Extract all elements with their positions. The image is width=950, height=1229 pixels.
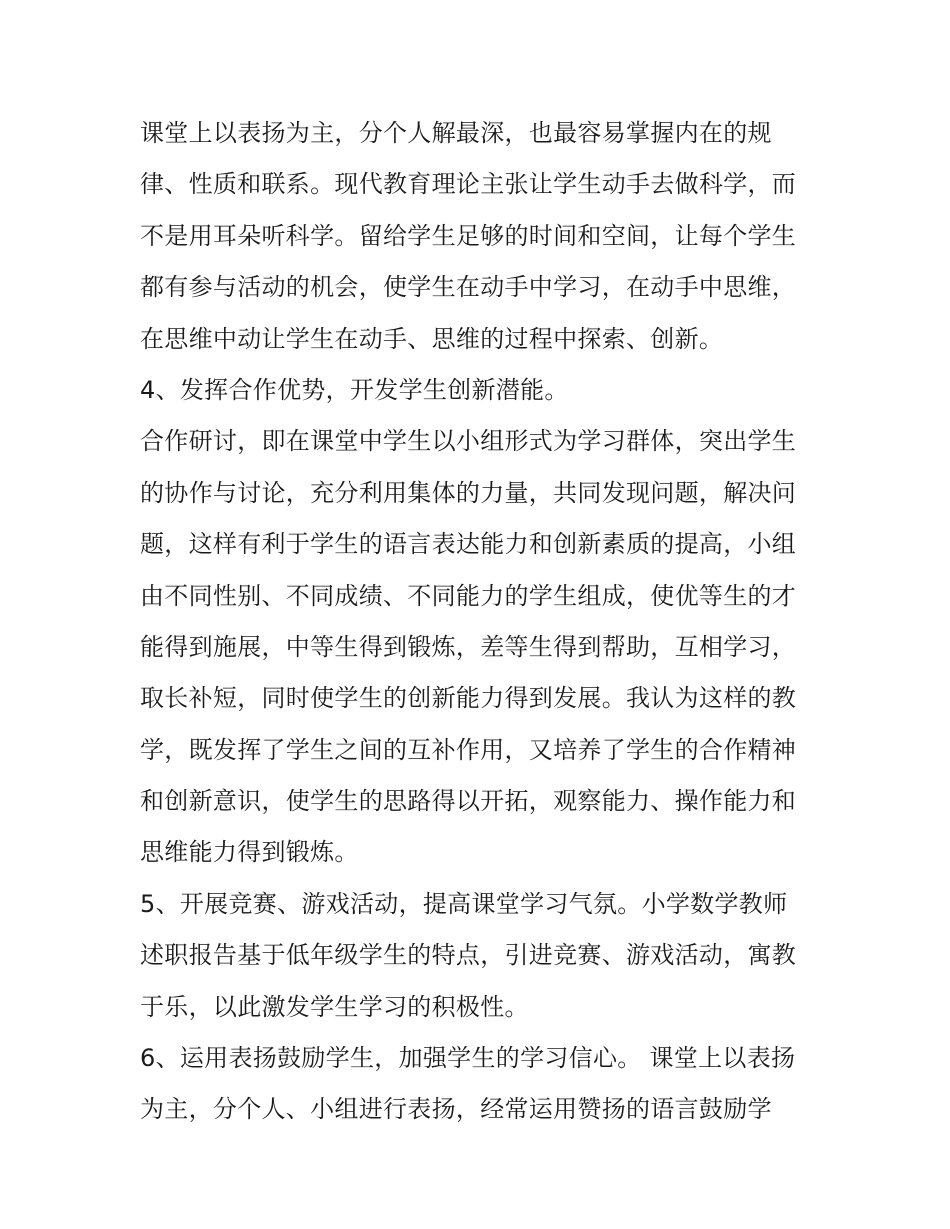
text-line: 为主，分个人、小组进行表扬，经常运用赞扬的语言鼓励学	[140, 1095, 772, 1124]
text-line: 能得到施展，中等生得到锻炼，差等生得到帮助，互相学习，	[140, 632, 797, 661]
text-line: 由不同性别、不同成绩、不同能力的学生组成，使优等生的才	[140, 581, 797, 610]
text-line: 述职报告基于低年级学生的特点，引进竞赛、游戏活动，寓教	[140, 941, 797, 970]
text-line: 都有参与活动的机会，使学生在动手中学习，在动手中思维，	[140, 273, 797, 302]
text-line: 的协作与讨论，充分利用集体的力量，共同发现问题，解决问	[140, 478, 797, 507]
text-line: 取长补短，同时使学生的创新能力得到发展。我认为这样的教	[140, 684, 797, 713]
text-line: 学，既发挥了学生之间的互补作用，又培养了学生的合作精神	[140, 735, 797, 764]
text-line: 在思维中动让学生在动手、思维的过程中探索、创新。	[140, 324, 724, 353]
text-line: 于乐，以此激发学生学习的积极性。	[140, 992, 529, 1021]
section-heading-4: 4、发挥合作优势，开发学生创新潜能。	[140, 375, 569, 404]
text-line: 思维能力得到锻炼。	[140, 838, 359, 867]
section-heading-5: 5、开展竞赛、游戏活动，提高课堂学习气氛。小学数学教师	[140, 889, 788, 918]
text-line: 律、性质和联系。现代教育理论主张让学生动手去做科学，而	[140, 170, 797, 199]
text-line: 不是用耳朵听科学。留给学生足够的时间和空间，让每个学生	[140, 221, 797, 250]
text-line: 课堂上以表扬为主，分个人解最深，也最容易掌握内在的规	[140, 119, 772, 147]
text-line: 题，这样有利于学生的语言表达能力和创新素质的提高，小组	[140, 530, 797, 559]
text-line: 合作研讨，即在课堂中学生以小组形式为学习群体，突出学生	[140, 427, 797, 456]
section-heading-6: 6、运用表扬鼓励学生，加强学生的学习信心。 课堂上以表扬	[140, 1044, 796, 1073]
document-body	[140, 108, 820, 1136]
text-line: 和创新意识，使学生的思路得以开拓，观察能力、操作能力和	[140, 787, 797, 816]
